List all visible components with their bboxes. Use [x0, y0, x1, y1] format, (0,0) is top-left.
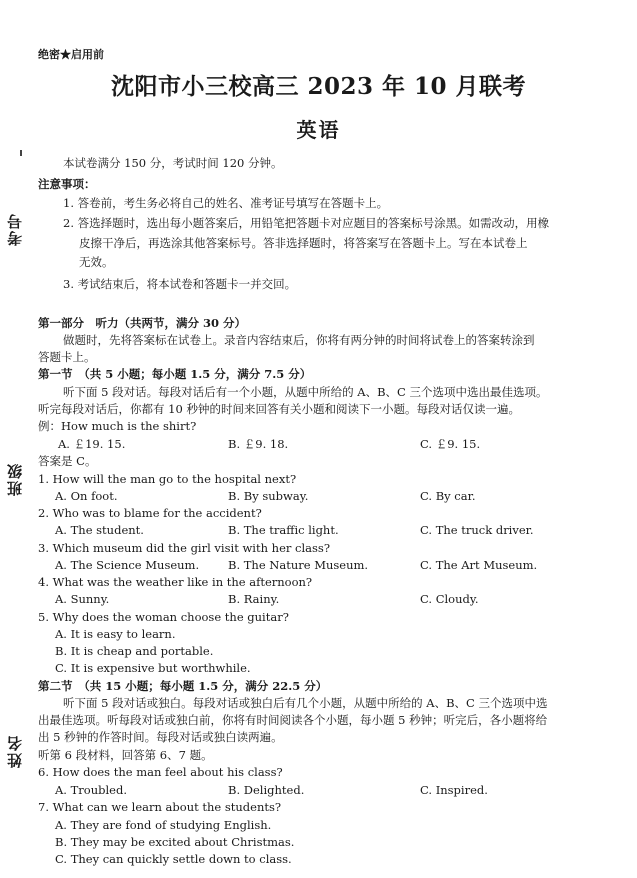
question-7: 7. What can we learn about the students? — [38, 800, 282, 814]
question-1: 1. How will the man go to the hospital next? — [38, 472, 297, 486]
side-label-class: 班级 — [6, 462, 24, 496]
example-question: 例：How much is the shirt? — [38, 419, 197, 433]
note-3: 3. 考试结束后，将本试卷和答题卡一并交回。 — [63, 277, 297, 291]
section2-instruction-line-1: 听下面 5 段对话或独白。每段对话或独白后有几个小题，从题中所给的 A、B、C 三个选项中选 — [63, 696, 548, 710]
question-3: 3. Which museum did the girl visit with her class? — [38, 541, 330, 555]
q5-option-a: A. It is easy to learn. — [55, 627, 176, 641]
question-5: 5. Why does the woman choose the guitar? — [38, 610, 289, 624]
q2-option-c: C. The truck driver. — [420, 523, 534, 537]
q4-option-c: C. Cloudy. — [420, 592, 479, 606]
note-1: 1. 答卷前，考生务必将自己的姓名、准考证号填写在答题卡上。 — [63, 196, 389, 210]
section2-instruction-line-2: 出最佳选项。听每段对话或独白前，你将有时间阅读各个小题，每小题 5 秒钟；听完后，各小题将给 — [38, 713, 548, 727]
q2-option-b: B. The traffic light. — [228, 523, 339, 537]
section2-instruction-line-3: 出 5 秒钟的作答时间。每段对话或独白读两遍。 — [38, 730, 283, 744]
note-2-line-1: 2. 答选择题时，选出每小题答案后，用铅笔把答题卡对应题目的答案标号涂黑。如需改动，用橡 — [63, 216, 550, 230]
margin-tick — [20, 150, 22, 156]
q1-option-c: C. By car. — [420, 489, 476, 503]
note-2-line-3: 无效。 — [79, 255, 114, 269]
part1-heading: 第一部分 听力（共两节，满分 30 分） — [38, 316, 247, 330]
material-6-prompt: 听第 6 段材料，回答第 6、7 题。 — [38, 748, 213, 762]
exam-title: 沈阳市小三校高三 2023 年 10 月联考 — [110, 73, 527, 100]
part1-instruction-line-1: 做题时，先将答案标在试卷上。录音内容结束后，你将有两分钟的时间将试卷上的答案转涂到 — [63, 333, 535, 347]
question-2: 2. Who was to blame for the accident? — [38, 506, 262, 520]
confidential-label: 绝密★启用前 — [38, 48, 104, 61]
q1-option-a: A. On foot. — [55, 489, 118, 503]
q7-option-a: A. They are fond of studying English. — [55, 818, 272, 832]
score-time-line: 本试卷满分 150 分，考试时间 120 分钟。 — [63, 156, 283, 170]
example-answer: 答案是 C。 — [38, 454, 97, 468]
q7-option-b: B. They may be excited about Christmas. — [55, 835, 295, 849]
q4-option-a: A. Sunny. — [55, 592, 110, 606]
q6-option-c: C. Inspired. — [420, 783, 488, 797]
q2-option-a: A. The student. — [55, 523, 144, 537]
example-option-a: A. ￡19. 15. — [58, 437, 126, 451]
q3-option-b: B. The Nature Museum. — [228, 558, 369, 572]
part1-instruction-line-2: 答题卡上。 — [38, 350, 96, 364]
q6-option-a: A. Troubled. — [55, 783, 127, 797]
section1-instruction-line-1: 听下面 5 段对话。每段对话后有一个小题，从题中所给的 A、B、C 三个选项中选出最佳选项。 — [63, 385, 548, 399]
q6-option-b: B. Delighted. — [228, 783, 305, 797]
subject-title: 英语 — [296, 118, 341, 142]
notes-heading: 注意事项： — [38, 177, 96, 191]
example-option-c: C. ￡9. 15. — [420, 437, 481, 451]
section1-heading: 第一节 （共 5 小题；每小题 1.5 分，满分 7.5 分） — [38, 367, 312, 381]
q1-option-b: B. By subway. — [228, 489, 309, 503]
q7-option-c: C. They can quickly settle down to class. — [55, 852, 292, 866]
note-2-line-2: 皮擦干净后，再选涂其他答案标号。答非选择题时，将答案写在答题卡上。写在本试卷上 — [79, 236, 528, 250]
side-label-name: 姓名 — [6, 734, 24, 768]
q3-option-a: A. The Science Museum. — [55, 558, 200, 572]
question-6: 6. How does the man feel about his class? — [38, 765, 283, 779]
question-4: 4. What was the weather like in the afternoon? — [38, 575, 313, 589]
q5-option-b: B. It is cheap and portable. — [55, 644, 214, 658]
example-option-b: B. ￡9. 18. — [228, 437, 289, 451]
q3-option-c: C. The Art Museum. — [420, 558, 538, 572]
side-label-exam-number: 考号 — [6, 212, 24, 246]
section2-heading: 第二节 （共 15 小题；每小题 1.5 分，满分 22.5 分） — [38, 679, 328, 693]
section1-instruction-line-2: 听完每段对话后，你都有 10 秒钟的时间来回答有关小题和阅读下一小题。每段对话仅读一遍。 — [38, 402, 520, 416]
q4-option-b: B. Rainy. — [228, 592, 280, 606]
q5-option-c: C. It is expensive but worthwhile. — [55, 661, 251, 675]
